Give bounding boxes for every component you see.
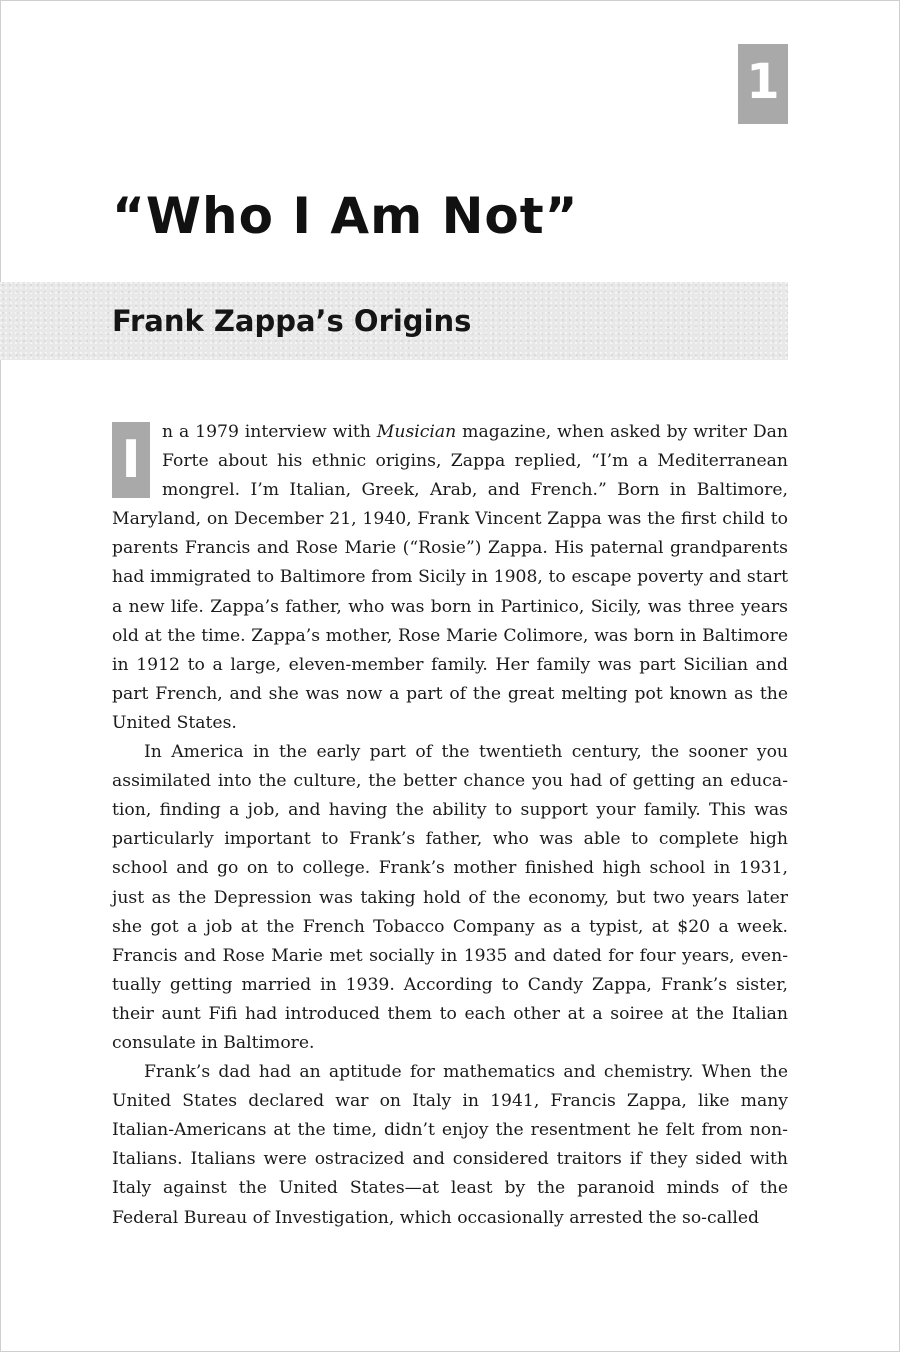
paragraph-3: Frank’s dad had an aptitude for mathematics and chemistry. When the United States declared war on Italy in 1941, Francis Zappa, like many Italian-Americans at the time, didn’t enjoy the resentment he felt from non-Italians. Italians were ostracized and considered traitors if they sided with Italy against the United States—at least by the paranoid minds of the Federal Bureau of Investigation, which occasionally arrested the so-called — [112, 1062, 788, 1228]
paragraph-1-lead: n a 1979 interview with — [162, 422, 377, 442]
paragraph-2: In America in the early part of the twentieth century, the sooner you assimilated into the culture, the better chance you had of getting an education, finding a job, and having the ability to support your family. This was particularly important to Frank’s father, who was able to complete high school and go on to college. Frank’s mother finished high school in 1931, just as the Depression was taking hold of the economy, but two years later she got a job at the French Tobacco Company as a typist, at $20 a week. Francis and Rose Marie met socially in 1935 and dated for four years, eventually getting married in 1939. According to Candy Zappa, Frank’s sister, their aunt Fifi had introduced them to each other at a soiree at the Italian consulate in Baltimore. — [112, 742, 788, 1053]
chapter-number: 1 — [746, 54, 780, 110]
section-subtitle: Frank Zappa’s Origins — [112, 304, 472, 338]
drop-cap-letter: I — [121, 430, 141, 490]
paragraph-1 — [112, 418, 788, 738]
drop-cap — [112, 422, 150, 498]
chapter-number-tab — [738, 44, 788, 124]
magazine-name: Musician — [376, 422, 457, 442]
body-text — [112, 418, 788, 1233]
paragraph-1-text: magazine, when asked by writer Dan Forte about his ethnic origins, Zappa replied, “I’m a Mediterranean mongrel. I’m Italian, Greek, Arab, and French.” Born in Baltimore, Maryland, on December 21, 1940, Frank Vincent Zappa was the first child to parents Francis and Rose Marie (“Rosie”) Zappa. His paternal grandparents had immigrated to Baltimore from Sicily in 1908, to escape poverty and start a new life. Zappa’s father, who was born in Partinico, Sicily, was three years old at the time. Zappa’s mother, Rose Marie Colimore, was born in Baltimore in 1912 to a large, eleven-member family. Her family was part Sicilian and part French, and she was now a part of the great melting pot known as the United States. — [112, 422, 788, 733]
chapter-title: “Who I Am Not” — [112, 187, 579, 245]
